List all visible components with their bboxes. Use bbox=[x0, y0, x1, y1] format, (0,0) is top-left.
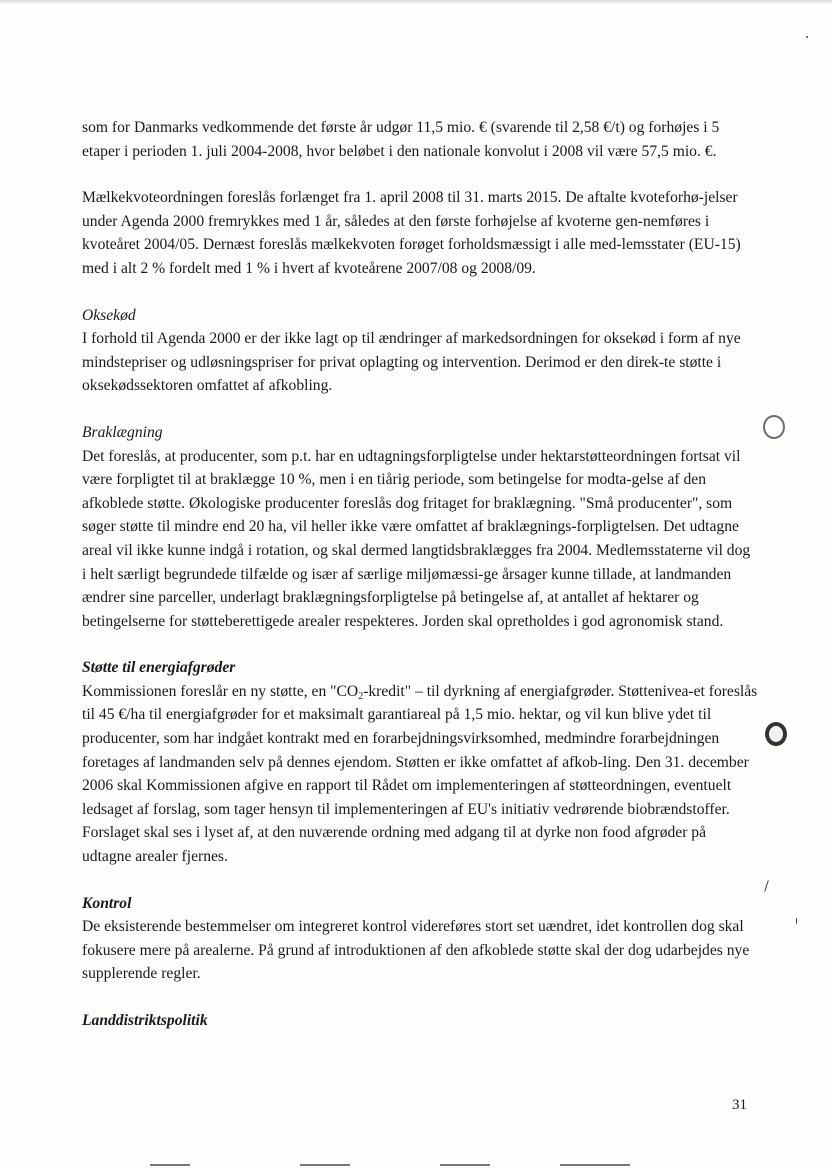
punch-hole-lower bbox=[765, 722, 787, 746]
section-heading-braklaegning: Braklægning bbox=[82, 423, 163, 441]
section-heading-energiafgroder: Støtte til energiafgrøder bbox=[82, 659, 236, 677]
section-body-braklaegning: Det foreslås, at producenter, som p.t. har en udtagningsforpligtelse under hektarstøtteordningen fortsat vil være forpligtet til at braklægge 10 %, men i en tiårig periode, som betingelse for modta-gelse af den afkoblede støtte. Økologiske producenter foreslås dog fritaget for braklægning. "Små producenter", som søger støtte til mindre end 20 ha, vil heller ikke være omfattet af braklægnings-forpligtelsen. Det udtagne areal vil ikke kunne indgå i rotation, og skal dermed langtidsbraklægges fra 2004. Medlemsstaterne vil dog i helt særligt begrundede tilfælde og især af særlige miljømæssi-ge årsager kunne tillade, at landmanden ændrer sine parceller, underlagt braklægningsforpligtelse på betingelse af, at antallet af hektarer og betingelserne for støtteberettigede arealer respekteres. Jorden skal opretholdes i god agronomisk stand. bbox=[82, 447, 751, 630]
co2-subscript: 2 bbox=[358, 690, 364, 702]
energi-text-part-1: Kommissionen foreslår en ny støtte, en "CO bbox=[82, 682, 359, 700]
punch-hole-upper bbox=[763, 415, 785, 439]
section-heading-landdistriktspolitik: Landdistriktspolitik bbox=[82, 1012, 208, 1029]
scan-speck bbox=[796, 918, 797, 924]
paragraph-dairy-premium: som for Danmarks vedkommende det første år udgør 11,5 mio. € (svarende til 2,58 €/t) og forhøjes i 5 etaper i perioden 1. juli 2004-2008, hvor beløbet i den nationale konvolut i 2008 vil være 57,5 mio. €. bbox=[82, 119, 720, 160]
energi-text-part-2: -kredit" – til dyrkning af energiafgrøder. Støttenivea-et foreslås til 45 €/ha til energiafgrøder for et maksimalt garantiareal på 1,5 mio. hektar, og vil kun blive ydet til producenter, som har indgået kontrakt med en forarbejdningsvirksomhed, medmindre forarbejdningen foretages af landmanden selv på dennes ejendom. Støtten er ikke omfattet af afkob-ling. Den 31. december 2006 skal Kommissionen afgive en rapport til Rådet om implementeringen af støtteordningen, eventuelt ledsaget af forslag, som tager hensyn til implementeringen af EU's initiativ vedrørende biobrændstoffer. Forslaget skal ses i lyset af, at den nuværende ordning med adgang til at dyrke non food afgrøder på udtagne arealer fjernes. bbox=[82, 682, 758, 866]
page-bottom-edge bbox=[0, 1162, 832, 1168]
paragraph-milk-quota: Mælkekvoteordningen foreslås forlænget fra 1. april 2008 til 31. marts 2015. De aftalte kvoteforhø-jelser under Agenda 2000 fremrykkes med 1 år, således at den første forhøjelse af kvoterne gen-nemføres i kvoteåret 2004/05. Dernæst foreslås mælkekvoten forøget forholdsmæssigt i alle med-lemsstater (EU-15) med i alt 2 % fordelt med 1 % i hvert af kvoteårene 2007/08 og 2008/09. bbox=[82, 189, 741, 277]
scan-speck bbox=[764, 880, 769, 892]
section-heading-oksekod: Oksekød bbox=[82, 306, 136, 324]
section-body-energiafgroder bbox=[82, 680, 758, 869]
section-body-oksekod: I forhold til Agenda 2000 er der ikke lagt op til ændringer af markedsordningen for oksekød i form af nye mindstepriser og udløsningspriser for privat oplagting og intervention. Derimod er den direk-te støtte i oksekødssektoren omfattet af afkobling. bbox=[82, 330, 741, 395]
document-body bbox=[82, 116, 758, 1033]
page-top-edge bbox=[0, 0, 832, 4]
section-body-kontrol: De eksisterende bestemmelser om integreret kontrol videreføres stort set uændret, idet kontrollen dog skal fokusere mere på arealerne. På grund af introduktionen af den afkoblede støtte skal der dog udarbejdes nye supplerende regler. bbox=[82, 918, 750, 983]
scan-speck bbox=[806, 36, 808, 38]
section-heading-kontrol: Kontrol bbox=[82, 894, 132, 912]
page-number: 31 bbox=[732, 1097, 747, 1113]
